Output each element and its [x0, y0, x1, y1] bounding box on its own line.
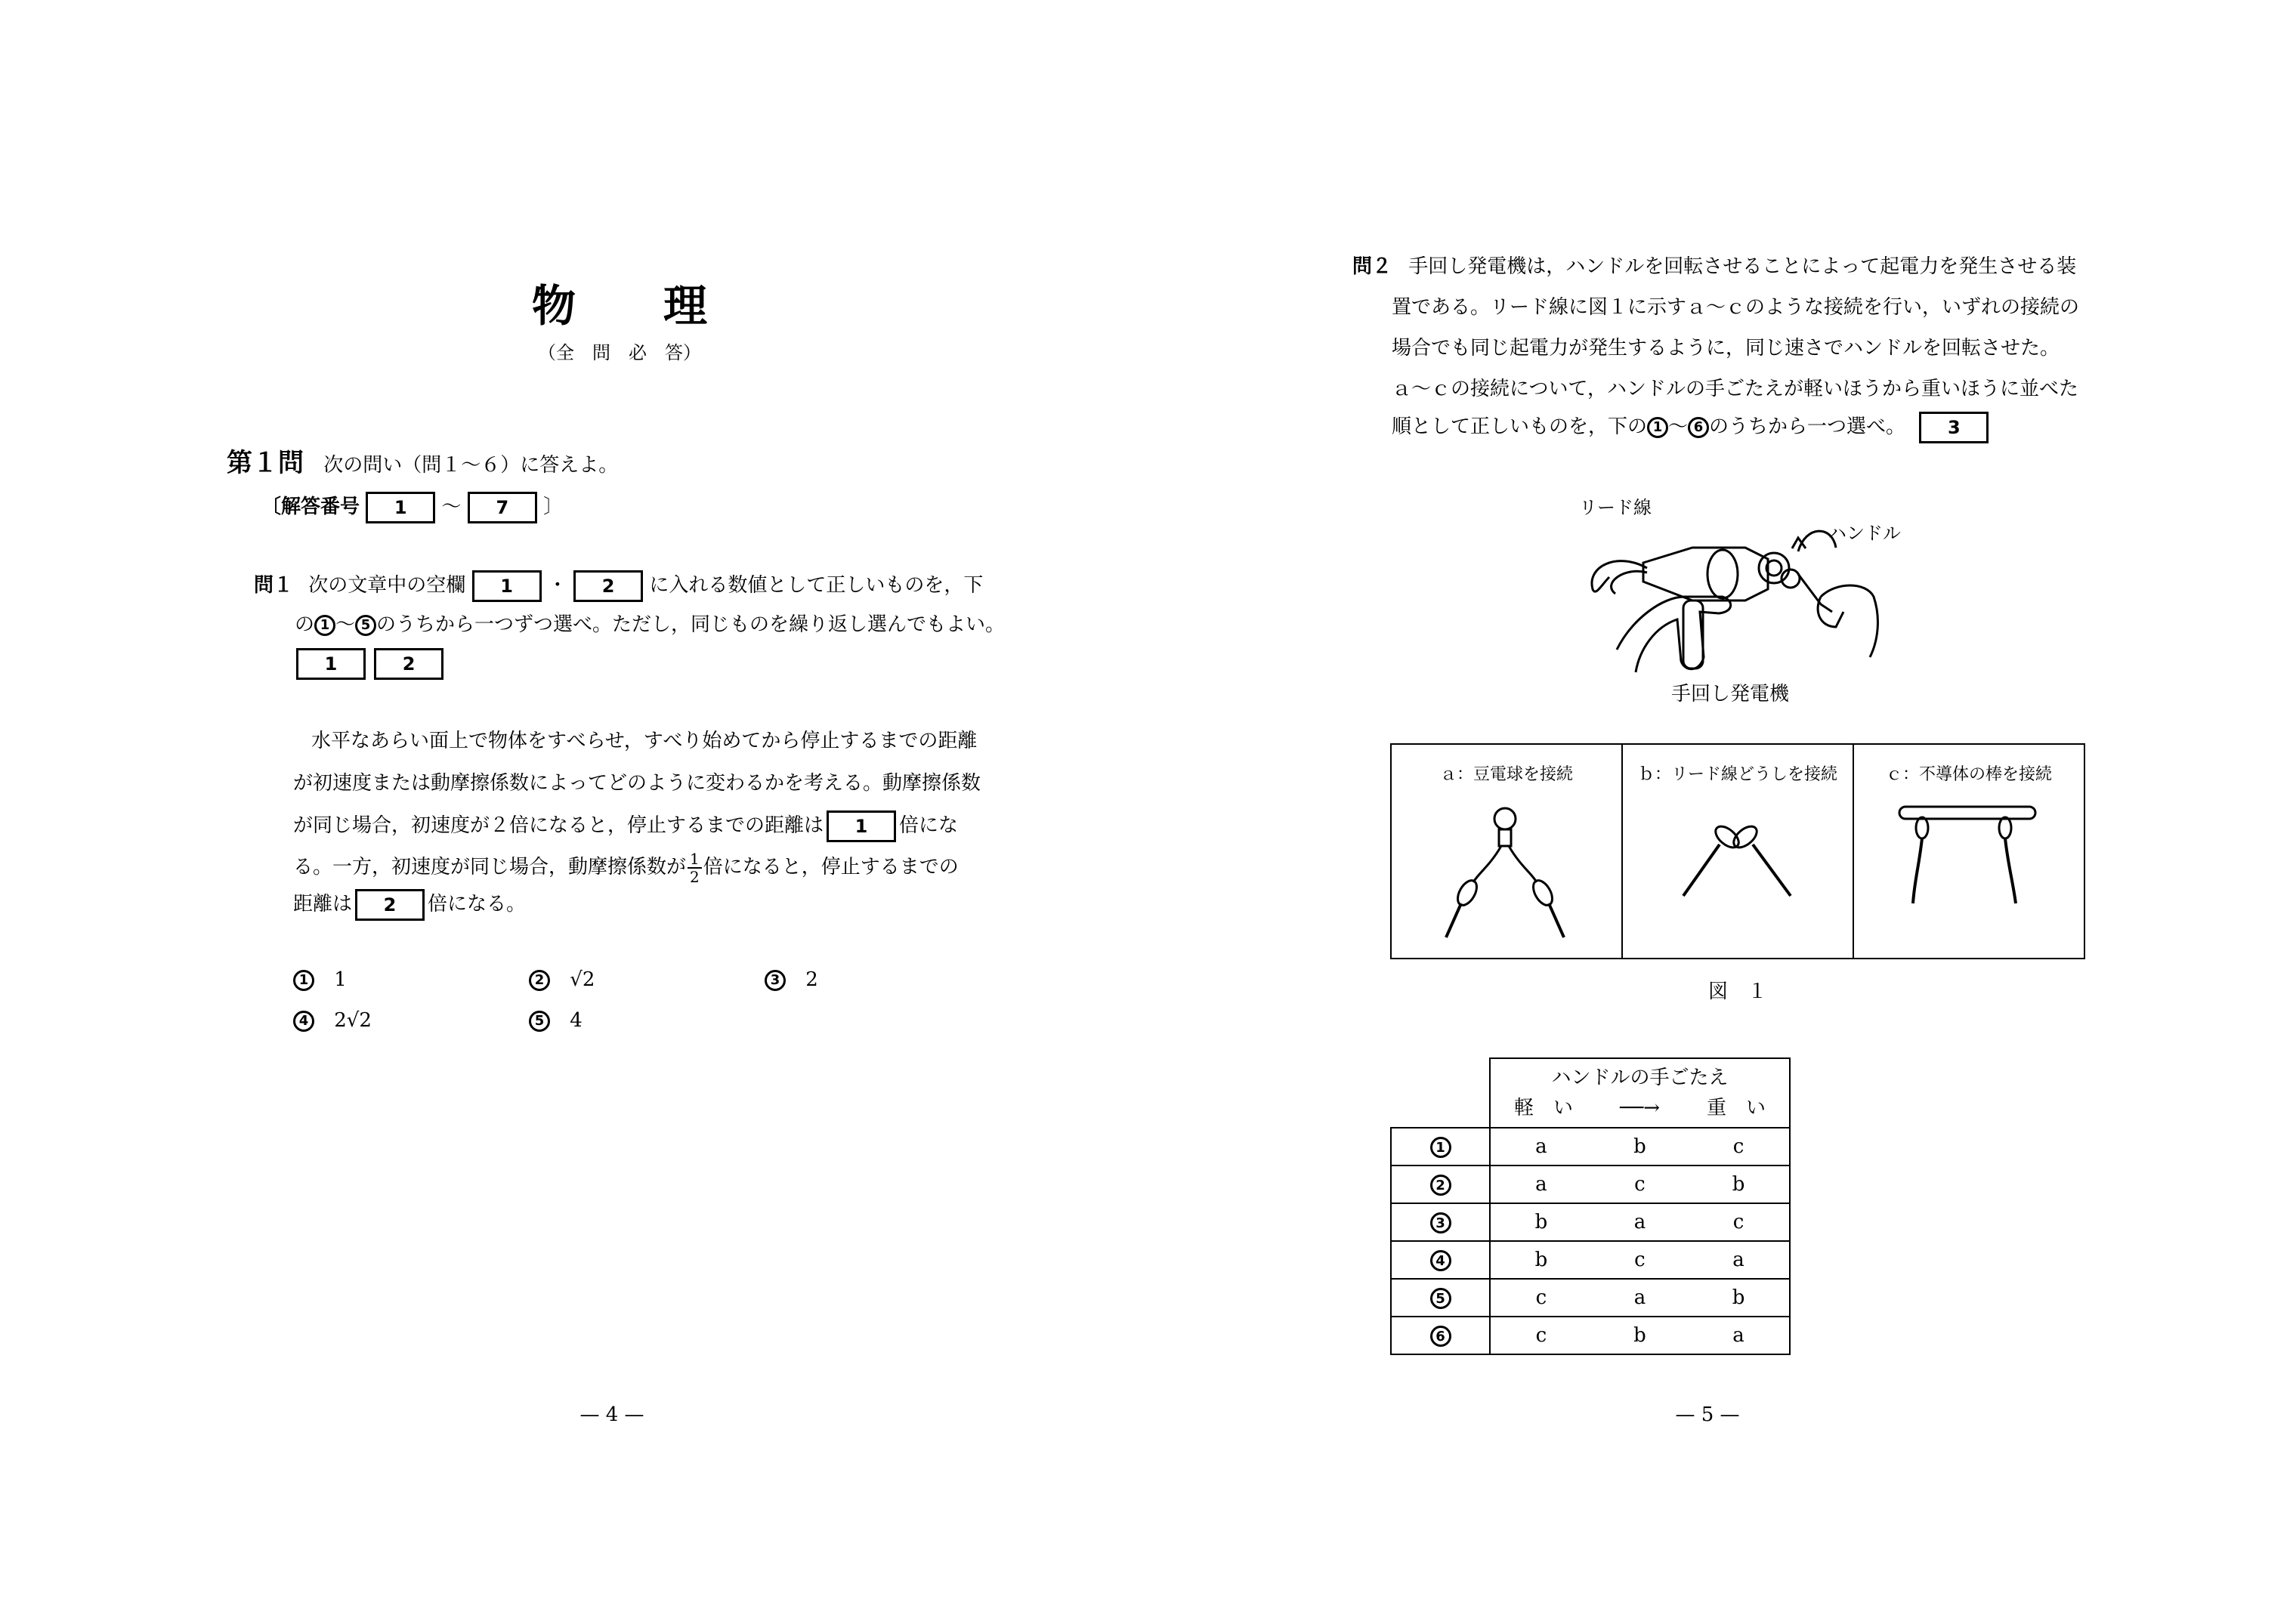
- choice-number-4: 4: [1430, 1250, 1451, 1271]
- q2-line5-pre: 順として正しいものを，下の: [1392, 415, 1648, 438]
- wire-a-right: [1509, 846, 1537, 882]
- q1-line2-post: のうちから一つずつ選べ。ただし，同じものを繰り返し選んでもよい。: [376, 613, 1006, 636]
- q1-line2-pre: の: [295, 613, 315, 636]
- figure-1-caption: 図 １: [1707, 980, 1767, 1003]
- choice-2-number: 2: [529, 970, 550, 991]
- passage-line3: [293, 810, 958, 842]
- left-page-number: — 4 —: [579, 1403, 644, 1426]
- choice-2-text: √2: [570, 968, 595, 991]
- table-cell: a: [1688, 1317, 1790, 1354]
- q2-line5: [1392, 411, 1989, 443]
- choice-2: [529, 968, 595, 991]
- right-hand: [1818, 585, 1877, 657]
- table-header-row: [1391, 1058, 1790, 1128]
- choice-3-number: 3: [765, 970, 786, 991]
- wire-a-left: [1473, 846, 1501, 882]
- table-cell: a: [1592, 1203, 1688, 1241]
- row-number: [1391, 1166, 1490, 1203]
- clip-c-left: [1916, 817, 1928, 838]
- passage-line1: 水平なあらい面上で物体をすべらせ，すべり始めてから停止するまでの距離: [311, 730, 978, 752]
- table-cell: a: [1490, 1166, 1592, 1203]
- clip-a-left: [1454, 877, 1480, 908]
- table-cell: b: [1688, 1279, 1790, 1317]
- choice-4-text: 2√2: [334, 1009, 372, 1032]
- table-cell: c: [1592, 1241, 1688, 1279]
- choice-number-6: 6: [1430, 1326, 1451, 1347]
- page-title: 物 理: [531, 280, 707, 332]
- passage-line5: [293, 888, 526, 921]
- passage-line3-b: 倍にな: [899, 814, 959, 837]
- q1-line2: [295, 613, 1005, 636]
- choice-5-text: 4: [570, 1009, 583, 1032]
- q1-answer-box1: 1: [296, 648, 366, 680]
- header-arrow: ──→: [1619, 1097, 1661, 1119]
- choice-5: [529, 1009, 583, 1032]
- lead-a-right: [1549, 903, 1564, 937]
- fraction-denominator: 2: [690, 868, 700, 886]
- choice-4-number: 4: [293, 1011, 314, 1032]
- passage-line4-a: る。一方，初速度が同じ場合，動摩擦係数が: [293, 856, 687, 878]
- panel-c: [1854, 745, 2084, 958]
- answer-number-range: [261, 491, 563, 523]
- section-instruction: 次の問い（問１～６）に答えよ。: [323, 454, 619, 477]
- panel-c-label: ｃ：不導体の棒を接続: [1885, 765, 2052, 784]
- passage-blank1: 1: [827, 810, 896, 842]
- table-row: [1391, 1317, 1790, 1354]
- choice-1-text: 1: [334, 968, 347, 991]
- row-number: [1391, 1279, 1490, 1317]
- generator-body: [1643, 548, 1768, 601]
- q2-label: 問２: [1352, 255, 1392, 278]
- lead-c-right: [2005, 838, 2016, 903]
- choice-number-3: 3: [1430, 1212, 1451, 1233]
- choice-4: [293, 1009, 372, 1032]
- table-row: [1391, 1128, 1790, 1166]
- answer-table: [1390, 1057, 1791, 1355]
- bulb-socket: [1499, 829, 1511, 846]
- lead-b-right: [1753, 844, 1791, 896]
- panel-a-label: ａ：豆電球を接続: [1439, 765, 1573, 784]
- choice-number-2: 2: [1430, 1175, 1451, 1196]
- q1-label: 問１: [254, 574, 294, 597]
- lead-a-left: [1446, 903, 1461, 937]
- answer-to-box: 7: [468, 492, 537, 523]
- table-cell: a: [1592, 1279, 1688, 1317]
- table-cell: c: [1592, 1166, 1688, 1203]
- choice-number-1: 1: [1430, 1137, 1451, 1158]
- table-cell: c: [1490, 1279, 1592, 1317]
- table-row: [1391, 1166, 1790, 1203]
- shorted-leads-illustration: [1623, 798, 1850, 949]
- row-number: [1391, 1203, 1490, 1241]
- table-cell: b: [1688, 1166, 1790, 1203]
- table-cell: c: [1688, 1203, 1790, 1241]
- choice-1-number: 1: [293, 970, 314, 991]
- table-row: [1391, 1279, 1790, 1317]
- q2-line2: 置である。リード線に図１に示すａ～ｃのような接続を行い，いずれの接続の: [1392, 296, 2080, 319]
- passage-line5-b: 倍になる。: [428, 893, 527, 915]
- table-cell: b: [1490, 1203, 1592, 1241]
- choice-3-text: 2: [805, 968, 818, 991]
- q2-text-1: 手回し発電機は，ハンドルを回転させることによって起電力を発生させる装: [1408, 255, 2077, 278]
- lead-wire-label: リード線: [1579, 497, 1652, 518]
- right-page-number: — 5 —: [1675, 1403, 1740, 1426]
- q1-range-to: 5: [355, 615, 376, 636]
- q2-line5-post: のうちから一つ選べ。: [1709, 415, 1906, 438]
- clip-a-right: [1529, 877, 1556, 908]
- clip-c-right: [1999, 817, 2011, 838]
- figure-1-panels: [1390, 743, 2085, 959]
- q2-answer-box: 3: [1919, 412, 1989, 443]
- table-cell: b: [1592, 1317, 1688, 1354]
- left-hand: [1617, 597, 1731, 672]
- q1-blank2: 2: [573, 570, 643, 602]
- table-row: [1391, 1203, 1790, 1241]
- hand-generator-illustration: [1571, 521, 1889, 680]
- passage-line5-a: 距離は: [293, 893, 353, 915]
- table-cell: a: [1688, 1241, 1790, 1279]
- q2-line4: ａ～ｃの接続について，ハンドルの手ごたえが軽いほうから重いほうに並べた: [1392, 378, 2078, 400]
- choice-3: [765, 968, 818, 991]
- row-number: [1391, 1241, 1490, 1279]
- q1-blank1: 1: [472, 570, 542, 602]
- q1-text-a: 次の文章中の空欄: [308, 574, 466, 597]
- table-cell: b: [1490, 1241, 1592, 1279]
- passage-blank2: 2: [355, 889, 425, 921]
- choice-5-number: 5: [529, 1011, 550, 1032]
- table-cell: b: [1592, 1128, 1688, 1166]
- rotation-arrow: [1798, 531, 1836, 551]
- table-row: [1391, 1241, 1790, 1279]
- generator-caption: 手回し発電機: [1670, 683, 1789, 705]
- panel-b-label: ｂ：リード線どうしを接続: [1637, 765, 1837, 784]
- header-heavy: 重 い: [1706, 1097, 1766, 1119]
- answer-tilde: ～: [441, 496, 462, 518]
- q2-range-to: 6: [1688, 417, 1709, 438]
- section-heading: 第１問: [227, 448, 304, 478]
- table-cell: a: [1490, 1128, 1592, 1166]
- header-order: [1491, 1093, 1789, 1123]
- q1-answer-box2: 2: [374, 648, 443, 680]
- answer-number-close: 〕: [543, 496, 564, 518]
- header-top: ハンドルの手ごたえ: [1551, 1067, 1729, 1089]
- q1-dot: ・: [547, 574, 567, 597]
- table-cell: c: [1490, 1317, 1592, 1354]
- answer-number-label: 〔解答番号: [261, 496, 360, 518]
- passage-line4-b: 倍になると，停止するまでの: [703, 856, 959, 878]
- generator-rim: [1707, 550, 1738, 598]
- answer-from-box: 1: [366, 492, 435, 523]
- handle-label: ハンドル: [1828, 523, 1901, 544]
- q2-range-from: 1: [1647, 417, 1668, 438]
- row-number: [1391, 1128, 1490, 1166]
- q2-line1: [1352, 255, 2076, 278]
- section-heading-line: [227, 448, 619, 478]
- q2-line3: 場合でも同じ起電力が発生するように，同じ速さでハンドルを回転させた。: [1392, 337, 2060, 360]
- lead-b-left: [1683, 844, 1720, 896]
- passage-line2: が初速度または動摩擦係数によってどのように変わるかを考える。動摩擦係数: [293, 772, 981, 795]
- passage-line3-a: が同じ場合，初速度が２倍になると，停止するまでの距離は: [293, 814, 824, 837]
- lead-c-left: [1913, 838, 1922, 903]
- table-corner: [1391, 1058, 1490, 1128]
- page-subtitle: （全 問 必 答）: [538, 342, 701, 363]
- table-header: [1490, 1058, 1790, 1128]
- panel-b: [1623, 745, 1854, 958]
- q1-text-b: に入れる数値として正しいものを，下: [649, 574, 984, 597]
- bulb-icon: [1494, 808, 1516, 829]
- q1-range-tilde: ～: [335, 613, 356, 636]
- q1-line1: [254, 570, 983, 602]
- fraction-one-half: [688, 851, 702, 885]
- fraction-numerator: 1: [688, 851, 702, 869]
- row-number: [1391, 1317, 1490, 1354]
- choice-1: [293, 968, 347, 991]
- panel-a: [1392, 745, 1623, 958]
- generator-grip: [1683, 601, 1703, 668]
- gear-large: [1759, 553, 1789, 583]
- q1-answer-boxes: [296, 648, 443, 680]
- header-light: 軽 い: [1513, 1097, 1573, 1119]
- lead-wire-right: [1612, 571, 1647, 594]
- choice-number-5: 5: [1430, 1288, 1451, 1309]
- q2-range-tilde: ～: [1668, 415, 1689, 438]
- insulator-rod-illustration: [1854, 798, 2081, 949]
- passage-line4: [293, 846, 959, 888]
- bulb-illustration: [1392, 798, 1618, 949]
- q1-range-from: 1: [314, 615, 335, 636]
- table-cell: c: [1688, 1128, 1790, 1166]
